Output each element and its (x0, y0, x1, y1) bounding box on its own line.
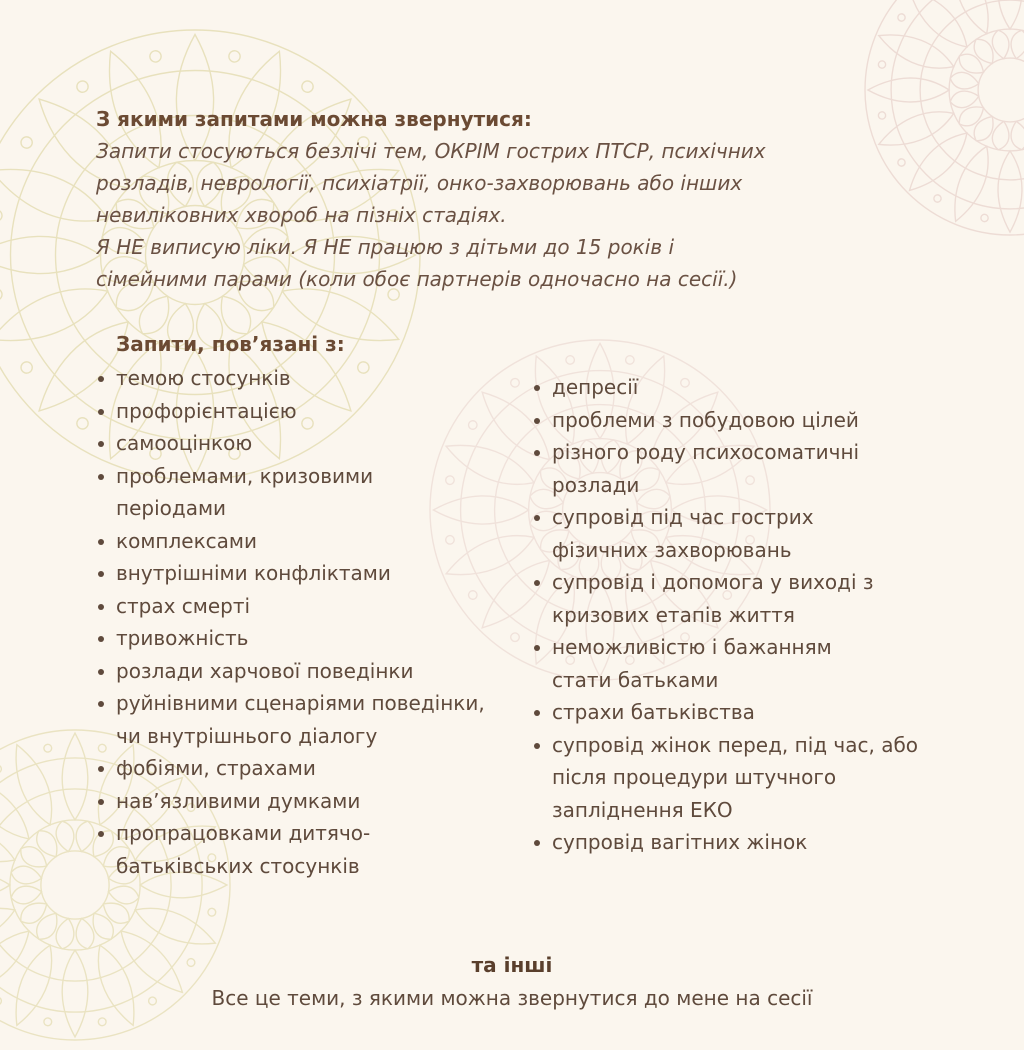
closing-bold: та інші (471, 953, 553, 977)
list-item: супровід вагітних жінок (532, 826, 952, 859)
list-item: темою стосунків (96, 362, 486, 395)
requests-list-right (532, 371, 952, 859)
list-item: профорієнтацією (96, 395, 486, 428)
intro-line: розладів, неврології, психіатрії, онко-захворювань або інших (96, 171, 743, 195)
intro-line: Я НЕ виписую ліки. Я НЕ працюю з дітьми до 15 років і (96, 235, 675, 259)
list-item: супровід під час гострих фізичних захворювань (532, 501, 882, 566)
list-item: нав’язливими думками (96, 785, 486, 818)
list-item: страх смерті (96, 590, 486, 623)
list-item: руйнівними сценаріями поведінки, чи внутрішнього діалогу (96, 687, 486, 752)
requests-list-left (96, 362, 486, 882)
closing-text: Все це теми, з якими можна звернутися до мене на сесії (211, 986, 813, 1010)
intro-line: сімейними парами (коли обоє партнерів одночасно на сесії.) (96, 267, 738, 291)
page-title: З якими запитами можна звернутися: (96, 107, 532, 131)
requests-title: Запити, пов’язані з: (116, 332, 345, 356)
list-item: неможливістю і бажанням стати батьками (532, 631, 897, 696)
list-item: комплексами (96, 525, 486, 558)
intro-line: невиліковних хвороб на пізніх стадіях. (96, 203, 507, 227)
list-item: розлади харчової поведінки (96, 655, 486, 688)
list-item: супровід і допомога у виході з кризових етапів життя (532, 566, 952, 631)
list-item: пропрацовками дитячо-батьківських стосунків (96, 817, 436, 882)
intro-text (96, 135, 976, 295)
list-item: різного роду психосоматичні розлади (532, 436, 927, 501)
list-item: депресії (532, 371, 952, 404)
list-item: тривожність (96, 622, 486, 655)
intro-line: Запити стосуються безлічі тем, ОКРІМ гострих ПТСР, психічних (96, 139, 766, 163)
list-item: проблеми з побудовою цілей (532, 404, 952, 437)
list-item: супровід жінок перед, під час, або після процедури штучного запліднення ЕКО (532, 729, 952, 827)
list-item: страхи батьківства (532, 696, 952, 729)
list-item: фобіями, страхами (96, 752, 486, 785)
list-item: самооцінкою (96, 427, 486, 460)
list-item: внутрішніми конфліктами (96, 557, 486, 590)
list-item: проблемами, кризовими періодами (96, 460, 446, 525)
